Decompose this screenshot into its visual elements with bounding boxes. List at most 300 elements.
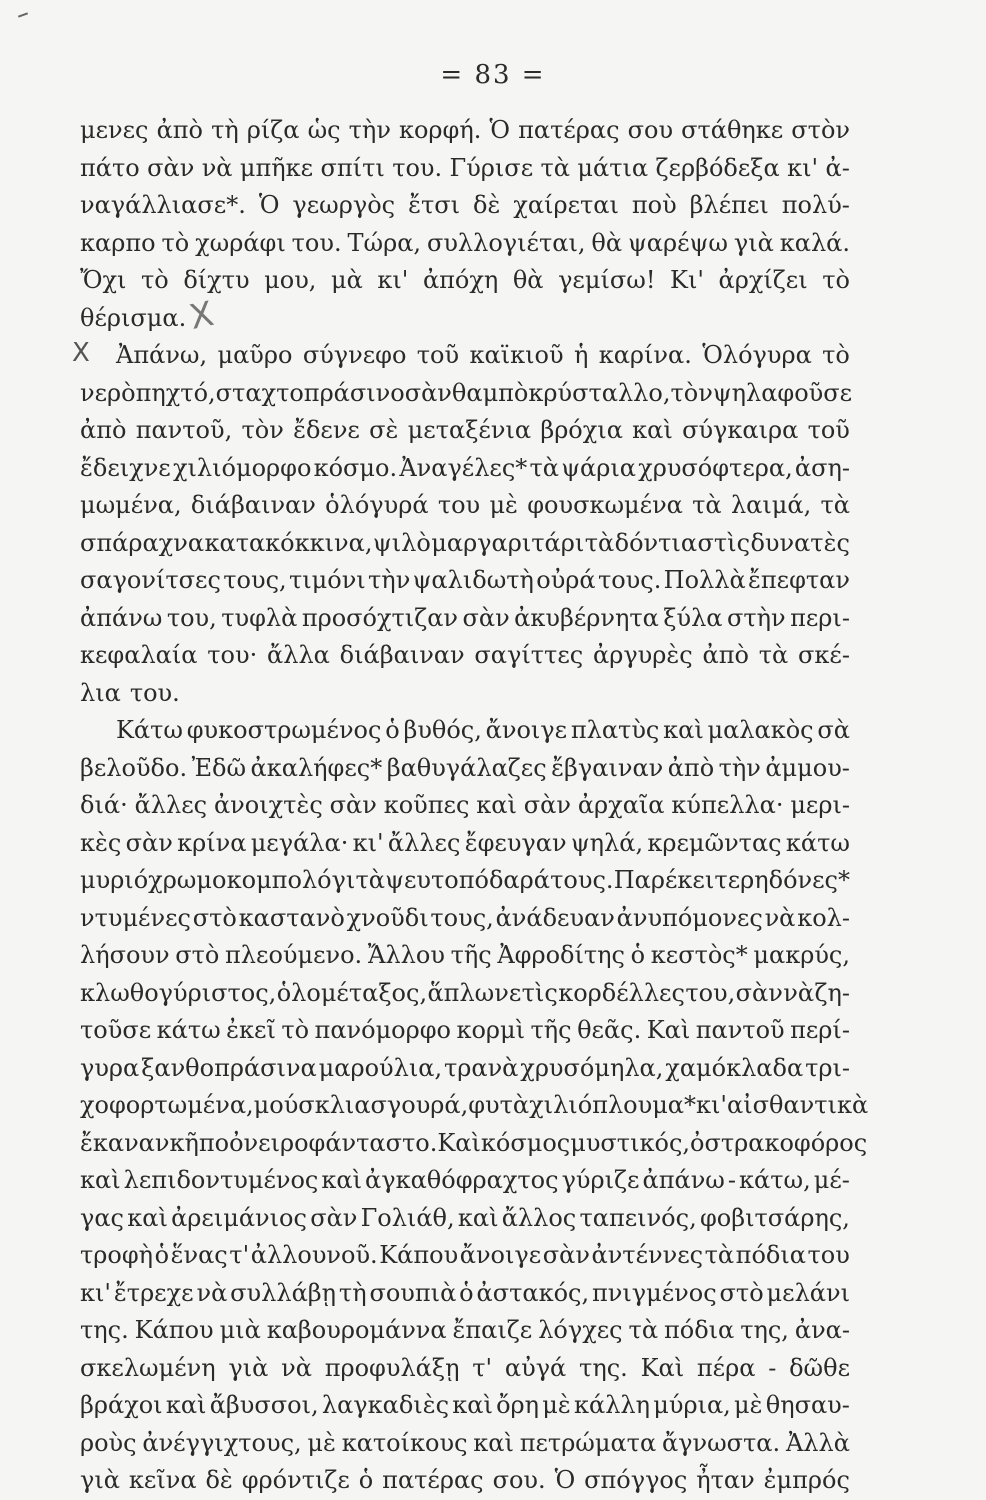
word: ἄνοιγε: [459, 1241, 542, 1269]
word: ἀρχαῖα: [577, 791, 665, 819]
word: τῆς: [450, 941, 492, 969]
word: δὲ: [205, 1466, 233, 1494]
word: τους,: [430, 903, 494, 932]
word: ἔκαναν: [80, 1128, 170, 1157]
word: τοῦ: [416, 341, 460, 369]
word: ἔδειχνε: [80, 453, 171, 482]
word: κορφή.: [398, 116, 482, 144]
word: λαιμά,: [730, 491, 812, 519]
word: ἀλλουνοῦ.: [250, 1241, 378, 1269]
word: ὡς: [307, 116, 341, 144]
text-line: [80, 900, 850, 938]
word: ψιλὸ: [372, 528, 431, 557]
word: μέ-: [813, 1166, 850, 1194]
word: ὁλόγυρά: [325, 491, 429, 519]
word: νὰ: [764, 903, 796, 932]
word: τὴν: [718, 753, 761, 782]
word: -: [768, 1353, 777, 1382]
body-text: [80, 112, 869, 1500]
text-line: [80, 225, 850, 263]
word: πατέρας: [518, 116, 620, 144]
word: κὲς: [80, 828, 122, 857]
word: Ὁ: [258, 191, 280, 219]
text-line: [80, 675, 850, 713]
pencil-x-mark: X: [186, 294, 218, 338]
word: μωμένα,: [80, 491, 182, 519]
word: λήσουν: [80, 941, 170, 969]
word: τυφλὰ: [221, 603, 298, 632]
word: ὁλομέταξος,: [276, 978, 428, 1007]
word: χαίρεται: [513, 191, 619, 219]
word: κάλλη: [574, 1391, 651, 1419]
word: σουπιὰ: [369, 1278, 457, 1307]
word: ἄβυσσοι,: [209, 1391, 319, 1419]
word: κομπολόγι: [226, 866, 356, 894]
word: τρι-: [805, 1053, 850, 1082]
word: κορμὶ: [456, 1016, 526, 1044]
word: καὶ: [321, 1166, 363, 1194]
word: κι': [377, 266, 409, 294]
word: κατοίκους: [341, 1428, 468, 1457]
word: καὶ: [457, 1203, 499, 1232]
word: διάβαιναν: [339, 641, 465, 669]
text-line: [80, 1050, 850, 1088]
word: κάτω,: [739, 1166, 811, 1194]
word: σὰν: [462, 603, 510, 632]
text-line: [80, 1087, 869, 1125]
word: ἐκεῖ: [226, 1016, 276, 1044]
word: ἀγκαθόφραχτος: [365, 1166, 559, 1194]
word: περι-: [790, 603, 850, 632]
word: γιὰ: [80, 1466, 120, 1494]
word: μιὰ: [219, 1316, 261, 1344]
word: του.: [291, 228, 342, 257]
word: ἀπὸ: [702, 641, 749, 669]
word: πλατὺς: [570, 716, 660, 744]
word: μαργαριτάρι: [431, 528, 585, 557]
word: χνοῦδι: [346, 903, 429, 932]
word: σὰν: [125, 828, 173, 857]
word: ἀστακός,: [476, 1278, 590, 1307]
word: καλά.: [779, 228, 850, 257]
text-line: [80, 337, 850, 375]
word: σὰ: [817, 716, 850, 744]
word: Ἀπάνω,: [116, 341, 208, 369]
text-line: [80, 300, 850, 338]
word: τ': [472, 1353, 493, 1382]
word: Καὶ: [640, 1353, 685, 1382]
word: κρεμῶντας: [647, 828, 782, 857]
word: ἀση-: [794, 453, 850, 482]
text-line: [80, 412, 850, 450]
word: ἄλλος: [501, 1203, 577, 1232]
word: καβουρομάννα: [266, 1316, 447, 1344]
word: τὰ: [584, 528, 615, 557]
word: ἕνας: [170, 1241, 228, 1269]
word: μακρύς,: [753, 941, 850, 969]
word: κεφαλαία: [80, 641, 198, 669]
word: κι': [696, 1091, 728, 1119]
text-line: [80, 937, 850, 975]
word: ἔδενε: [293, 416, 360, 444]
text-line: [80, 637, 850, 675]
word: τὴ: [211, 116, 239, 144]
word: ἀνέγγιχτους,: [142, 1428, 302, 1457]
word: ἀνα-: [794, 1316, 850, 1344]
word: θὰ: [512, 266, 544, 294]
word: ἀμμου-: [765, 753, 850, 782]
word: καὶ: [632, 416, 673, 444]
word: καὶ: [452, 1391, 493, 1419]
text-line: [80, 1387, 850, 1425]
word: διά·: [80, 791, 128, 819]
word: Γύρισε: [449, 153, 534, 182]
word: καρίνα.: [598, 341, 692, 369]
word: πνιγμένος: [592, 1278, 717, 1307]
word: καὶ: [80, 1166, 121, 1194]
word: ταπεινός,: [579, 1203, 697, 1232]
text-line: [80, 1462, 850, 1500]
word: γεμίσω!: [558, 266, 656, 294]
word: σταχτοπράσινο: [215, 378, 405, 407]
word: στὴν: [726, 603, 786, 632]
word: Κάπου: [379, 1241, 459, 1269]
word: πόδια: [663, 1316, 735, 1344]
word: κορδέλλες: [558, 978, 685, 1007]
word: τὰ: [704, 1241, 735, 1269]
word: τὰ: [820, 491, 850, 519]
word: στὸ: [175, 941, 220, 969]
word: μου,: [264, 266, 317, 294]
word: τὰ: [355, 866, 385, 894]
word: μεγάλα·: [250, 828, 349, 857]
word: χρυσόφτερα,: [638, 453, 793, 482]
word: κεῖνα: [128, 1466, 197, 1494]
word: ξύλα: [663, 603, 723, 632]
word: τὰ: [628, 1316, 659, 1344]
text-line: [80, 150, 850, 188]
word: Γολιάθ,: [360, 1203, 455, 1232]
word: σαγίττες: [474, 641, 584, 669]
word: του,: [166, 603, 217, 632]
word: τὰ: [540, 153, 571, 182]
word: παντοῦ,: [135, 416, 233, 444]
word: Ἀναγέλες*: [399, 453, 528, 482]
word: γιὰ: [733, 228, 774, 257]
word: ἀκαλήφες*: [250, 753, 383, 782]
word: του: [437, 491, 481, 519]
word: ἄλλα: [267, 641, 330, 669]
word: πηχτό,: [135, 378, 216, 407]
word: τὸ: [161, 228, 190, 257]
word: γυρα: [80, 1053, 140, 1082]
word: ροὺς: [80, 1428, 137, 1457]
word: τους.: [550, 866, 614, 894]
word: Ἄλλου: [367, 941, 445, 969]
word: βλέπει: [689, 191, 769, 219]
word: του·: [207, 641, 258, 669]
word: καρπο: [80, 228, 156, 257]
word: Ἀλλὰ: [785, 1428, 850, 1457]
word: τὴν: [348, 116, 391, 144]
word: μὲ: [734, 1391, 763, 1419]
word: μαρούλια,: [318, 1053, 443, 1082]
word: θαμπὸ: [451, 378, 529, 407]
word: στὸ: [719, 1278, 764, 1307]
word: ψαλιδωτὴ: [412, 566, 534, 594]
word: αὐγά: [504, 1353, 567, 1382]
word: πόδια: [735, 1241, 806, 1269]
word: ἀπόχη: [422, 266, 499, 294]
word: ὁ: [358, 1466, 374, 1494]
word: Κάπου: [134, 1316, 214, 1344]
word: βρόχια: [540, 416, 623, 444]
word: σπόγγος: [584, 1466, 688, 1494]
word: σκελωμένη: [80, 1353, 216, 1382]
word: κλωθογύριστος,: [80, 978, 277, 1007]
word: βυθός,: [403, 716, 482, 744]
word: μυστικός,: [570, 1128, 691, 1157]
word: μάτια: [577, 153, 649, 182]
word: στάθηκε: [681, 116, 784, 144]
word: νὰ: [281, 1353, 312, 1382]
word: τροφὴ: [80, 1241, 154, 1269]
word: ὀνειροφάνταστο.: [229, 1128, 438, 1157]
word: ναγάλλιασε*.: [80, 191, 246, 219]
word: κρύσταλλο,: [528, 378, 671, 407]
word: Κι': [670, 266, 704, 294]
word: ἄνοιγε: [485, 716, 568, 744]
word: νὰ: [201, 153, 233, 182]
word: ρίζα: [246, 116, 300, 144]
word: σὰν: [147, 153, 195, 182]
text-line: [80, 1350, 850, 1388]
word: ὁ: [459, 1278, 474, 1307]
word: ἄλλες: [134, 791, 208, 819]
word: ψαρέψω: [627, 228, 728, 257]
scan-mark: [18, 12, 28, 17]
word: γας: [80, 1203, 124, 1232]
word: σου: [627, 116, 674, 144]
word: ἀπάνω: [642, 1166, 725, 1194]
pencil-x-mark: X: [72, 338, 90, 368]
text-line: [80, 525, 850, 563]
word: κρίνα: [177, 828, 247, 857]
text-line: [80, 562, 850, 600]
word: σύγνεφο: [302, 341, 407, 369]
word: μερι-: [790, 791, 850, 819]
word: φυτὰ: [468, 1091, 530, 1119]
word: ἀνάδευαν: [495, 903, 615, 932]
word: πετρώματα: [519, 1428, 657, 1457]
text-line: [80, 600, 850, 638]
word: τὰ: [692, 491, 722, 519]
word: Ὄχι: [80, 266, 127, 294]
word: στὸν: [791, 116, 850, 144]
word: διάβαιναν: [190, 491, 316, 519]
word: του,: [685, 978, 736, 1007]
word: της,: [740, 1316, 789, 1344]
word: Ὁ: [489, 116, 511, 144]
word: πατέρας: [382, 1466, 484, 1494]
word: δὲ: [473, 191, 501, 219]
text-line: [80, 487, 850, 525]
word: ἀντέννες: [591, 1241, 704, 1269]
word: μυριόχρωμο: [80, 866, 227, 894]
text-line: [80, 825, 850, 863]
word: λεπιδοντυμένος: [123, 1166, 319, 1194]
word: σπάραχνα: [80, 528, 205, 557]
word: τὸ: [141, 266, 169, 294]
word: τὴ: [338, 1278, 367, 1307]
word: ἅπλωνε: [427, 978, 522, 1007]
word: θεᾶς.: [577, 1016, 642, 1044]
word: Τώρα,: [347, 228, 422, 257]
word: Πολλὰ: [663, 566, 746, 594]
word: γύριζε: [561, 1166, 640, 1194]
text-line: [80, 1012, 850, 1050]
word: σὰν: [310, 1203, 358, 1232]
word: σὰν: [542, 1241, 590, 1269]
word: ποὺ: [631, 191, 677, 219]
word: ὄρη: [496, 1391, 540, 1419]
word: καὶ: [165, 1391, 207, 1419]
word: ψευτοπόδαρά: [385, 866, 550, 894]
word: δυνατὲς: [750, 528, 850, 557]
word: σὰν: [329, 791, 377, 819]
word: μὲ: [489, 491, 518, 519]
word: καὶ: [127, 1203, 168, 1232]
word: μὲ: [542, 1391, 571, 1419]
word: περί-: [790, 1016, 850, 1044]
word: νὰ: [783, 978, 815, 1007]
word: σὰν: [735, 978, 783, 1007]
word: κόσμο.: [313, 453, 398, 482]
word: ψηλαφοῦσε: [712, 378, 853, 407]
word: τὶς: [521, 978, 558, 1007]
word: βαθυγάλαζες: [386, 753, 547, 782]
word: δίχτυ: [183, 266, 250, 294]
word: ἔτσι: [408, 191, 461, 219]
word: ἀπὸ: [80, 416, 127, 444]
word: τ': [229, 1241, 250, 1269]
word: ἐμπρός: [763, 1466, 850, 1494]
word: τὰ: [758, 641, 789, 669]
word: σὲ: [369, 416, 399, 444]
word: σαγονίτσες: [80, 566, 221, 594]
word: πλεούμενο.: [225, 941, 363, 969]
word: καὶ: [663, 716, 704, 744]
word: οὐρά: [536, 566, 596, 594]
word: τρανὰ: [443, 1053, 519, 1082]
text-line: [80, 187, 850, 225]
word: Καὶ: [437, 1128, 481, 1157]
word: ἄγνωστα.: [661, 1428, 781, 1457]
word: ξανθοπράσινα: [141, 1053, 317, 1082]
word: κῆπο: [169, 1128, 230, 1157]
word: θέρισμα.: [80, 303, 187, 332]
word: δόντια: [614, 528, 698, 557]
text-line: [80, 112, 850, 150]
word: μεταξένια: [407, 416, 532, 444]
word: του.: [392, 153, 443, 182]
word: μύρια,: [653, 1391, 731, 1419]
word: τὰ: [529, 453, 559, 482]
word: χιλιόπλουμα*: [529, 1091, 696, 1119]
word: τὸ: [822, 266, 850, 294]
word: κάτω: [156, 1016, 221, 1044]
word: Ἐδῶ: [191, 753, 247, 782]
word: ἔφευγαν: [464, 828, 567, 857]
word: κάτω: [785, 828, 850, 857]
word: τῆς: [530, 1016, 572, 1044]
word: σκέ-: [798, 641, 850, 669]
word: μπῆκε: [239, 153, 314, 182]
text-line: [80, 1425, 850, 1463]
word: ἀργυρὲς: [593, 641, 693, 669]
word: μούσκλια: [253, 1091, 371, 1119]
word: ψηλά,: [570, 828, 644, 857]
text-line: [80, 1312, 850, 1350]
word: φοβιτσάρης,: [699, 1203, 850, 1232]
word: Ὁλόγυρα: [702, 341, 812, 369]
word: χωράφι: [195, 228, 286, 257]
word: σὰν: [404, 378, 452, 407]
word: -: [727, 1166, 737, 1194]
word: κι': [80, 1278, 112, 1307]
word: ντυμένες: [80, 903, 191, 932]
word: ἦταν: [696, 1466, 755, 1494]
text-line: [80, 862, 850, 900]
word: ψάρια: [561, 453, 636, 482]
word: μὰ: [330, 266, 363, 294]
word: ἀρειμάνιος: [171, 1203, 307, 1232]
word: Παρέκει: [613, 866, 715, 894]
page-number: = 83 =: [440, 60, 546, 90]
word: νὰ: [196, 1278, 228, 1307]
word: τὸν: [241, 416, 284, 444]
word: χρυσόμηλα,: [520, 1053, 664, 1082]
word: ἀνοιχτὲς: [213, 791, 323, 819]
word: κι': [352, 828, 384, 857]
text-line: [80, 1200, 850, 1238]
word: χαμόκλαδα: [665, 1053, 804, 1082]
word: ἔτρεχε: [113, 1278, 194, 1307]
word: κατακόκκινα,: [204, 528, 373, 557]
word: σου.: [492, 1466, 546, 1494]
word: πάτο: [80, 153, 140, 182]
word: ἀκυβέρνητα: [514, 603, 659, 632]
word: μὲ: [307, 1428, 336, 1457]
word: σὰν: [523, 791, 571, 819]
word: δῶθε: [789, 1353, 850, 1382]
text-line: [80, 262, 850, 300]
word: βράχοι: [80, 1391, 163, 1419]
word: του: [807, 1241, 850, 1269]
word: καϊκιοῦ: [469, 341, 564, 369]
word: καστανὸ: [238, 903, 345, 932]
word: κολ-: [797, 903, 850, 932]
word: χοφορτωμένα,: [80, 1091, 254, 1119]
word: τὸ: [822, 341, 850, 369]
word: κι': [787, 153, 819, 182]
text-line: [80, 1237, 850, 1275]
word: τιμόνι: [288, 566, 366, 594]
word: λαγκαδιὲς: [321, 1391, 450, 1419]
word: φουσκωμένα: [527, 491, 683, 519]
word: μελάνι: [766, 1278, 850, 1307]
word: θὰ: [591, 228, 623, 257]
